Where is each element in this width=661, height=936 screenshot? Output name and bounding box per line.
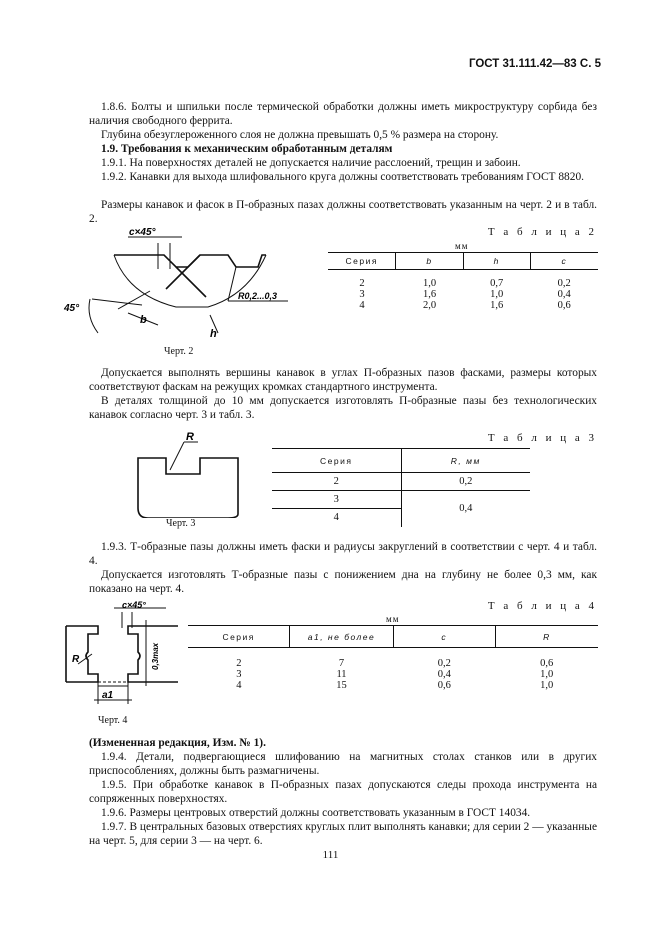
fig2-chamfer-label: с×45° — [129, 227, 156, 238]
para-10mm: В деталях толщиной до 10 мм допускается изготовлять П-образные пазы без технологических канавок согласно черт. 3 и табл. 3. — [89, 395, 597, 421]
table-cell: 2 — [236, 657, 242, 669]
table-cell: 0,2 — [437, 657, 451, 669]
para-1-9-6: 1.9.6. Размеры центровых отверстий должны соответствовать указанным в ГОСТ 14034. — [101, 807, 531, 819]
fig4-radius-label: R — [72, 654, 80, 665]
para-1-9-5: 1.9.5. При обработке канавок в П-образных пазах допускаются следы прохода инструмента на сопряженных поверхностях. — [89, 779, 597, 805]
table-2-header-h: h — [463, 253, 530, 270]
figure-4-drawing — [58, 598, 188, 716]
para-1-9-3-b: Допускается изготовлять Т-образные пазы с понижением дна на глубину не более 0,3 мм, как показано на черт. 4. — [89, 569, 597, 595]
table-row — [188, 680, 598, 691]
table-row — [188, 669, 598, 680]
table-4-unit: мм — [386, 614, 400, 624]
para-1-9-4: 1.9.4. Детали, подвергающиеся шлифованию на магнитных столах станков или в других приспособлениях, должны быть размагничены. — [89, 751, 597, 777]
table-cell: 2 — [359, 277, 365, 289]
table-2-header-series: Серия — [328, 253, 396, 270]
table-cell: 1,0 — [422, 277, 437, 289]
para-1-9-1: 1.9.1. На поверхностях деталей не допускается наличие расслоений, трещин и забоин. — [101, 157, 521, 169]
figure-2-caption: Черт. 2 — [164, 346, 194, 357]
page-number: 111 — [322, 849, 339, 861]
table-4-header-a1: a1, не более — [290, 626, 393, 648]
table-2 — [328, 252, 598, 311]
table-cell: 15 — [336, 679, 347, 691]
table-4-header-r: R — [543, 631, 551, 642]
para-1-9-2: 1.9.2. Канавки для выхода шлифовального круга должны соответствовать требованиям ГОСТ 8820. — [101, 171, 584, 183]
fig3-radius-label: R — [186, 431, 194, 443]
table-2-caption: Т а б л и ц а 2 — [487, 226, 597, 238]
figure-3-drawing — [128, 428, 256, 518]
table-cell: 1,0 — [540, 679, 554, 691]
table-cell: 1,0 — [540, 668, 554, 680]
table-3-header-r: R, мм — [450, 455, 481, 466]
table-row — [328, 278, 598, 289]
table-cell: 0,4 — [459, 503, 473, 515]
table-cell: 1,6 — [490, 299, 504, 311]
table-cell: 3 — [272, 491, 401, 509]
fig4-a1-label: a1 — [102, 690, 114, 701]
para-chamfer: Допускается выполнять вершины канавок в углах П-образных пазов фасками, размеры которых соответствуют фаскам на режущих кромках стандартного инструмента. — [89, 367, 597, 393]
fig2-angle-label: 45° — [64, 303, 80, 314]
fig4-chamfer-label: с×45° — [122, 600, 146, 610]
table-cell: 0,6 — [437, 679, 451, 691]
table-4-caption: Т а б л и ц а 4 — [487, 600, 597, 612]
table-cell: 1,6 — [422, 288, 437, 300]
table-2-header-c: c — [561, 256, 568, 266]
table-cell: 7 — [338, 657, 345, 669]
fig2-b-label: b — [140, 314, 147, 326]
table-cell: 4 — [236, 679, 242, 691]
table-4-header-series: Серия — [188, 626, 290, 648]
table-4 — [188, 625, 598, 691]
para-1-9-7: 1.9.7. В центральных базовых отверстиях круглых плит выполнять канавки; для серии 2 — указанные на черт. 5, для серии 3 — на черт. 6. — [89, 821, 598, 847]
table-cell: 0,4 — [437, 668, 451, 680]
para-1-9-3: 1.9.3. Т-образные пазы должны иметь фаски и радиусы закруглений в соответствии с черт. 4 и табл. 4. — [89, 541, 597, 567]
table-cell: 11 — [336, 668, 347, 680]
table-cell: 4 — [272, 509, 401, 527]
table-cell: 0,6 — [540, 657, 554, 669]
table-cell: 0,2 — [557, 277, 571, 289]
table-4-header-c: c — [393, 626, 495, 648]
figure-4-caption: Черт. 4 — [98, 715, 128, 726]
table-3 — [272, 448, 530, 527]
table-row — [328, 300, 598, 311]
fig2-h-label: h — [210, 328, 217, 340]
table-row — [188, 658, 598, 669]
table-3-header-series: Серия — [272, 449, 401, 473]
para-1-9-2-b: Размеры канавок и фасок в П-образных пазах должны соответствовать указанным на черт. 2 и в табл. 2. — [89, 199, 597, 225]
table-3-caption: Т а б л и ц а 3 — [487, 432, 597, 444]
table-cell: 1,0 — [490, 288, 504, 300]
table-cell: 2 — [272, 473, 401, 491]
figure-2-drawing — [58, 225, 288, 350]
para-1-8-6: 1.8.6. Болты и шпильки после термической обработки должны иметь микроструктуру сорбида без наличия свободного феррита. — [89, 101, 597, 127]
table-cell: 4 — [359, 299, 365, 311]
table-cell: 3 — [359, 288, 365, 300]
amendment-note: (Измененная редакция, Изм. № 1). — [89, 737, 266, 749]
figure-3-caption: Черт. 3 — [166, 518, 196, 529]
page-header: ГОСТ 31.111.42—83 С. 5 — [468, 58, 601, 70]
table-cell: 0,4 — [557, 288, 571, 300]
fig2-radius-label: R0,2...0,3 — [238, 291, 278, 301]
table-2-header-b: b — [396, 253, 463, 270]
table-row — [272, 473, 530, 491]
table-cell: 0,2 — [459, 476, 473, 487]
fig4-depth-label: 0,3max — [151, 642, 160, 670]
table-row — [272, 491, 530, 509]
table-row — [328, 289, 598, 300]
table-cell: 0,6 — [557, 299, 571, 311]
para-1-8-6-b: Глубина обезуглероженного слоя не должна превышать 0,5 % размера на сторону. — [101, 129, 499, 141]
table-2-unit: мм — [455, 241, 469, 251]
table-cell: 3 — [236, 668, 242, 680]
table-cell: 2,0 — [422, 299, 437, 311]
table-cell: 0,7 — [490, 277, 504, 289]
section-heading-1-9: 1.9. Требования к механическим обработанным деталям — [101, 143, 393, 155]
